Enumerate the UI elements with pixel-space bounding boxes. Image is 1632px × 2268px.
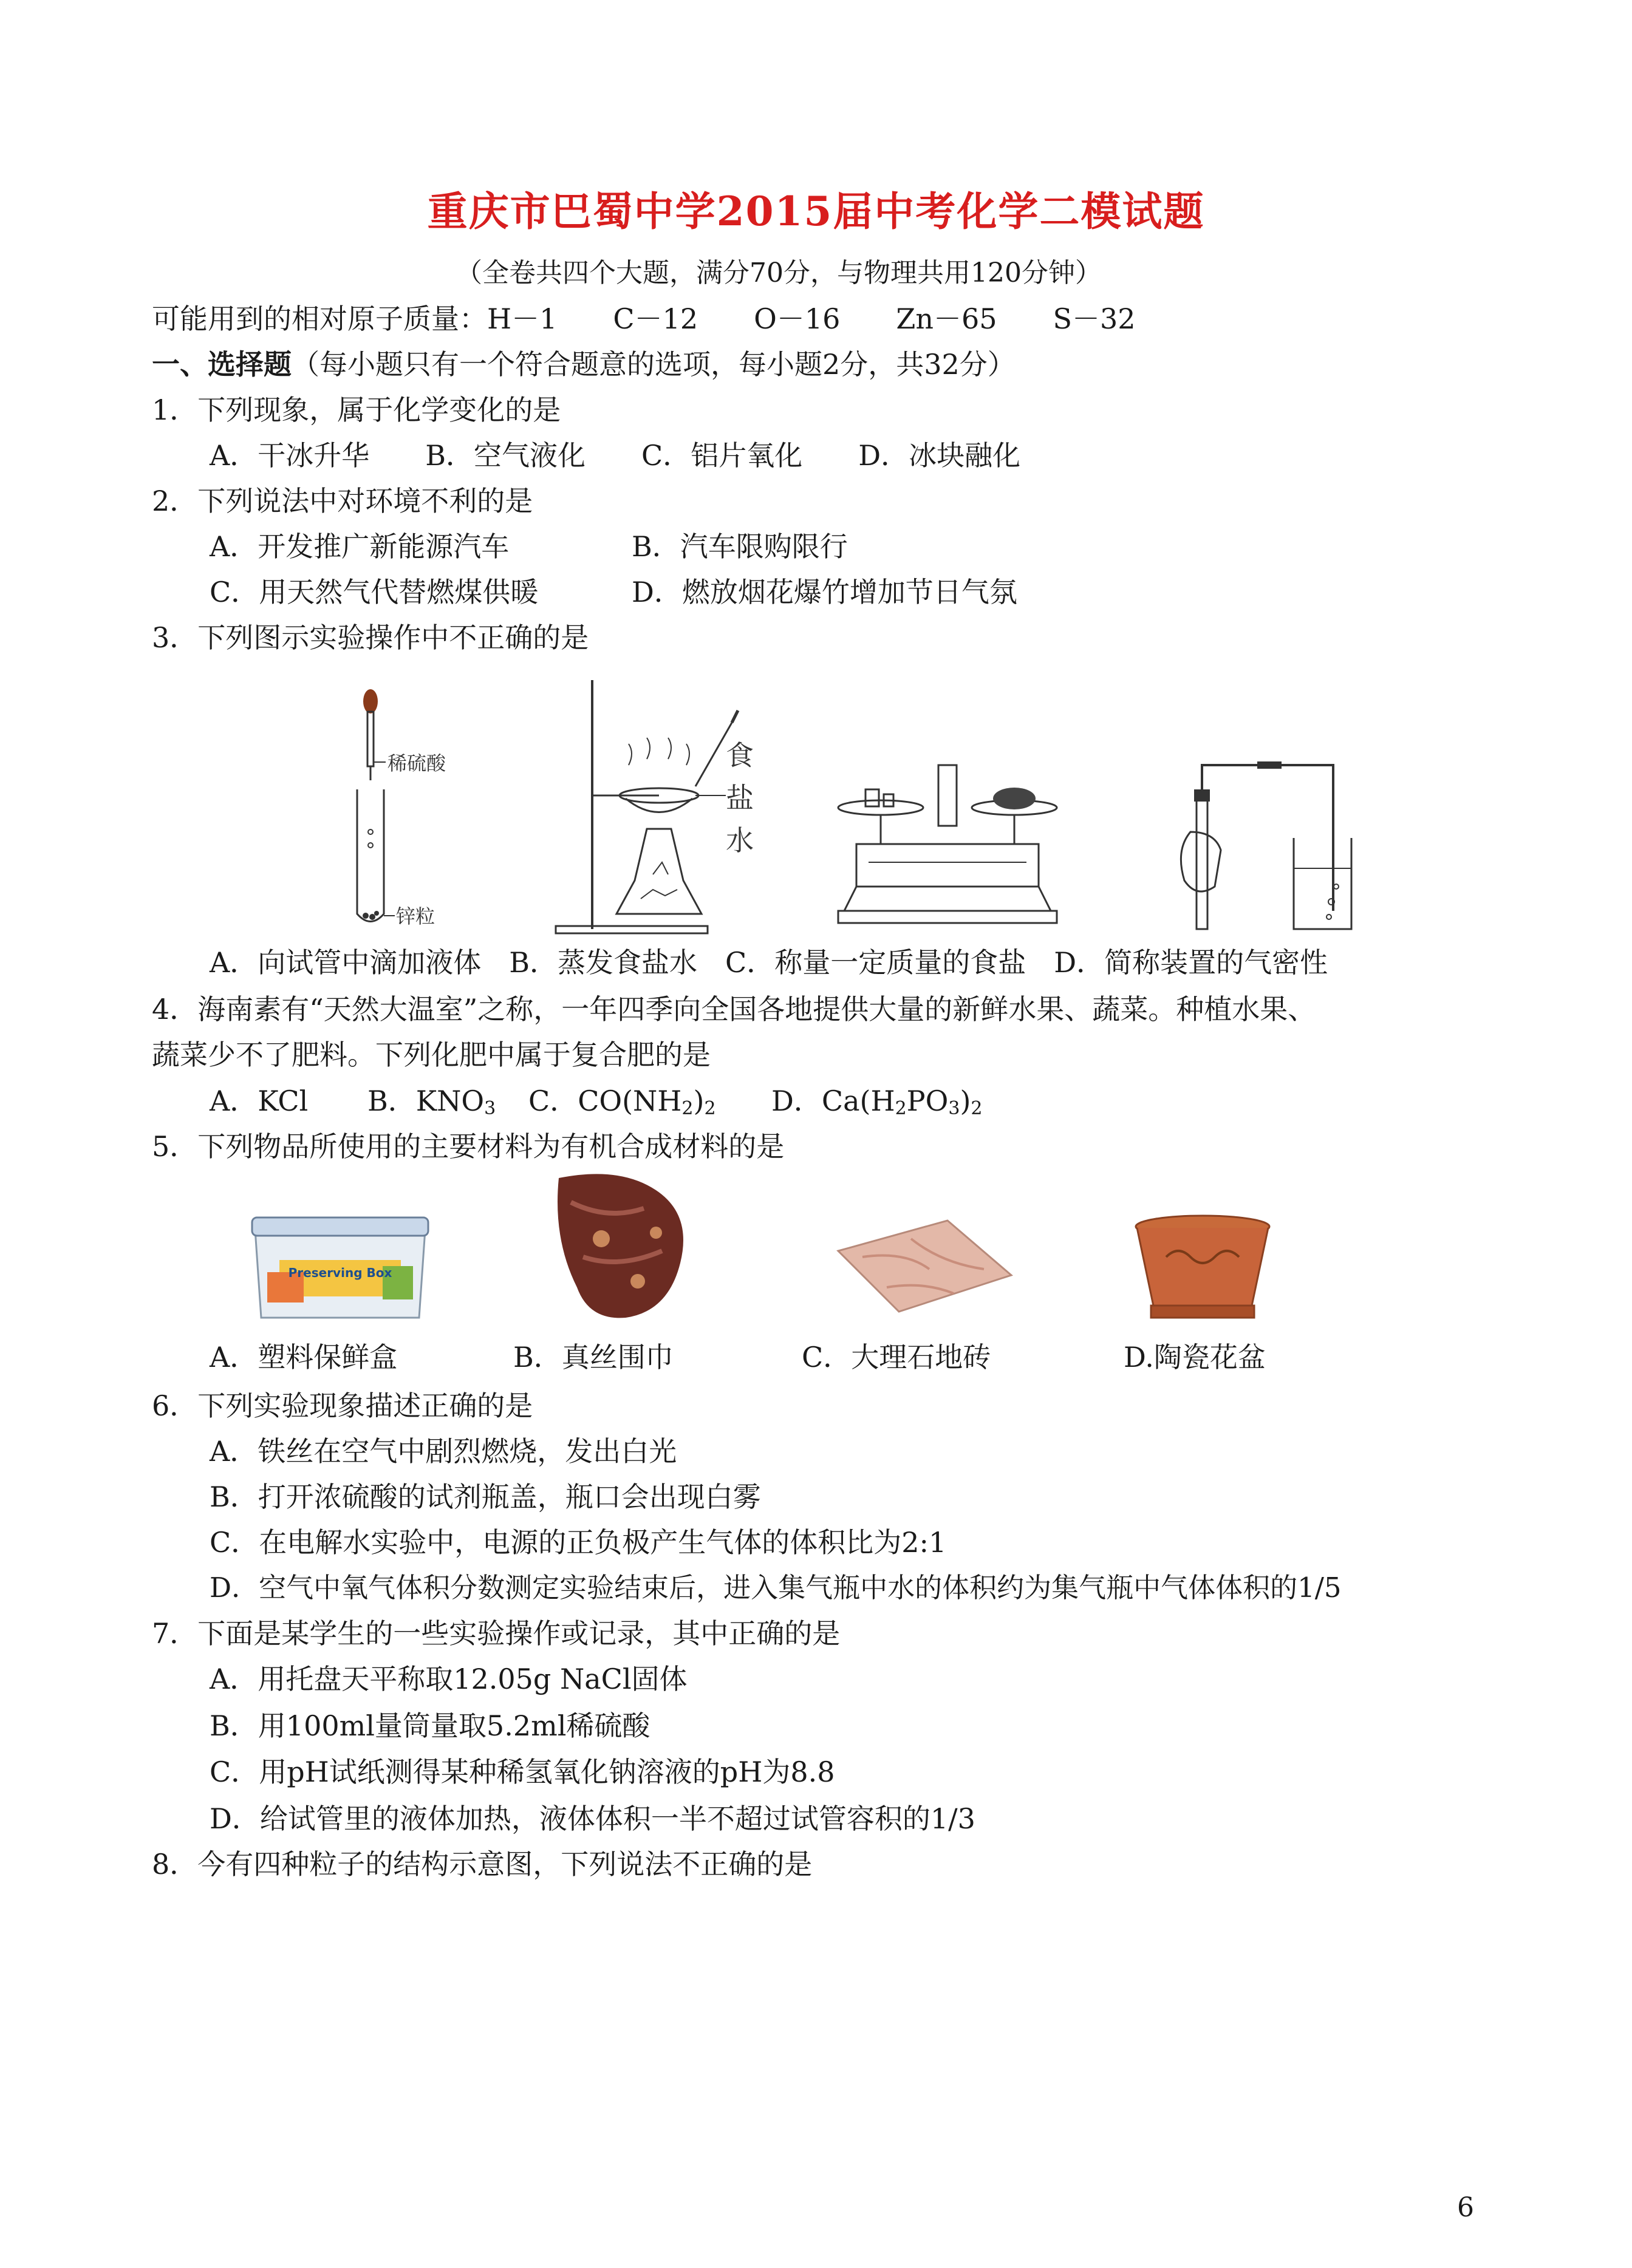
atomic-masses: 可能用到的相对原子质量：H－1 C－12 O－16 Zn－65 S－32 (152, 302, 1136, 335)
q4-option-c-sub2: 2 (704, 1098, 716, 1119)
q4-option-d-text: D．Ca(H (771, 1085, 895, 1117)
evaporation-figure (550, 674, 768, 935)
q7-option-a: A．用托盘天平称取12.05g NaCl固体 (210, 1663, 688, 1695)
q7-stem: 7．下面是某学生的一些实验操作或记录，其中正确的是 (152, 1617, 841, 1650)
q4-option-d (771, 1083, 982, 1127)
plastic-box-image (243, 1205, 437, 1327)
q2-option-b: B．汽车限购限行 (632, 530, 848, 563)
page-number: 6 (1457, 2192, 1474, 2223)
page-title: 重庆市巴蜀中学2015届中考化学二模试题 (427, 188, 1205, 235)
q5-option-c: C．大理石地砖 (802, 1341, 991, 1374)
q4-option-d-close: ) (960, 1085, 971, 1117)
q5-option-b: B．真丝围巾 (513, 1341, 674, 1374)
section-heading (152, 346, 1016, 383)
q6-stem: 6．下列实验现象描述正确的是 (152, 1389, 533, 1422)
airtightness-figure (1172, 759, 1354, 935)
q4-stem-line2: 蔬菜少不了肥料。下列化肥中属于复合肥的是 (152, 1038, 711, 1071)
q6-option-a: A．铁丝在空气中剧烈燃烧，发出白光 (210, 1435, 677, 1468)
q4-option-d-sub3: 2 (971, 1098, 983, 1119)
balance-figure (832, 759, 1063, 935)
q3-options: A．向试管中滴加液体 B．蒸发食盐水 C．称量一定质量的食盐 D．简称装置的气密性 (210, 946, 1328, 979)
q7-option-d: D．给试管里的液体加热，液体体积一半不超过试管容积的1/3 (210, 1802, 975, 1835)
q7-option-c: C．用pH试纸测得某种稀氢氧化钠溶液的pH为8.8 (210, 1755, 835, 1788)
q4-option-c-close: ) (693, 1085, 705, 1117)
q2-option-a: A．开发推广新能源汽车 (210, 530, 510, 563)
q1-options: A．干冰升华 B．空气液化 C．铝片氧化 D．冰块融化 (210, 439, 1021, 472)
q4-option-b-sub: 3 (484, 1098, 496, 1119)
preserving-box-label: Preserving Box (288, 1265, 392, 1280)
q4-option-a: A．KCl (210, 1085, 309, 1117)
q4-option-c-text: C．CO(NH (528, 1085, 682, 1117)
section-heading-label: 一、选择题 (152, 348, 292, 381)
salt-water-label-1: 食 (726, 739, 754, 772)
q4-stem-line1: 4．海南素有“天然大温室”之称，一年四季向全国各地提供大量的新鲜水果、蔬菜。种植水果、 (152, 993, 1316, 1026)
q5-stem: 5．下列物品所使用的主要材料为有机合成材料的是 (152, 1130, 785, 1163)
q8-stem: 8．今有四种粒子的结构示意图，下列说法不正确的是 (152, 1848, 813, 1881)
q4-option-b-text: B．KNO (367, 1085, 485, 1117)
q7-option-b: B．用100ml量筒量取5.2ml稀硫酸 (210, 1709, 650, 1742)
ceramic-pot-image (1130, 1208, 1275, 1324)
q1-stem: 1．下列现象，属于化学变化的是 (152, 393, 561, 426)
q4-option-d-sub1: 2 (895, 1098, 907, 1119)
q6-option-c: C．在电解水实验中，电源的正负极产生气体的体积比为2:1 (210, 1526, 947, 1559)
q5-option-a: A．塑料保鲜盒 (210, 1341, 398, 1374)
q2-stem: 2．下列说法中对环境不利的是 (152, 485, 533, 517)
q6-option-b: B．打开浓硫酸的试剂瓶盖，瓶口会出现白雾 (210, 1480, 761, 1513)
q5-option-d: D.陶瓷花盆 (1124, 1341, 1266, 1374)
q4-option-c-sub1: 2 (681, 1098, 694, 1119)
salt-water-label-2: 盐 (726, 782, 754, 814)
q4-option-b (367, 1083, 496, 1127)
dilute-sulfuric-acid-label: 稀硫酸 (388, 752, 446, 775)
q3-stem: 3．下列图示实验操作中不正确的是 (152, 621, 589, 654)
q4-option-c (528, 1083, 716, 1127)
q2-option-d: D．燃放烟花爆竹增加节日气氛 (632, 576, 1017, 608)
q4-option-d-sub2: 3 (948, 1098, 960, 1119)
zinc-granules-label: 锌粒 (396, 905, 435, 928)
q2-option-c: C．用天然气代替燃煤供暖 (210, 576, 539, 608)
dropper-test-tube-figure (316, 680, 510, 935)
q4-option-d-po: PO (906, 1085, 949, 1117)
silk-scarf-image (534, 1166, 705, 1324)
q6-option-d: D．空气中氧气体积分数测定实验结束后，进入集气瓶中水的体积约为集气瓶中气体体积的1/5 (210, 1572, 1342, 1604)
exam-subtitle: （全卷共四个大题，满分70分，与物理共用120分钟） (456, 257, 1102, 288)
marble-tile-image (832, 1214, 1014, 1318)
salt-water-label-3: 水 (726, 824, 754, 857)
section-heading-note: （每小题只有一个符合题意的选项，每小题2分，共32分） (292, 348, 1016, 381)
